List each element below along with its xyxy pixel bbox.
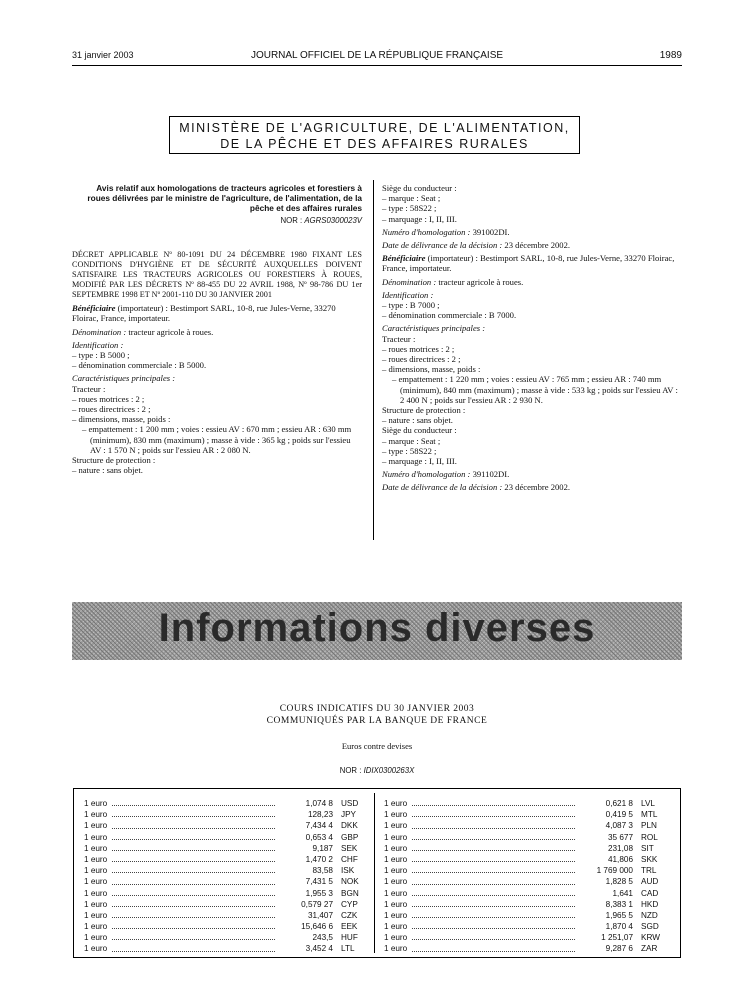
identification-label: Identification :	[72, 339, 124, 350]
rate-label: 1 euro	[84, 922, 108, 932]
rate-row	[384, 888, 669, 899]
homologation-number-1: 391002DI.	[470, 226, 510, 237]
rate-currency: NOK	[341, 877, 359, 887]
rate-row	[384, 876, 669, 887]
rate-value: 8,383 1	[605, 899, 633, 909]
rate-label: 1 euro	[384, 832, 408, 842]
rate-leader	[412, 876, 575, 884]
rate-row	[384, 798, 669, 809]
rate-currency: KRW	[641, 933, 660, 943]
rate-value: 1 769 000	[596, 866, 633, 876]
rate-leader	[112, 888, 275, 896]
tracteur-label: Tracteur :	[72, 383, 106, 394]
nature: – nature : sans objet.	[72, 465, 143, 476]
rate-currency: JPY	[341, 810, 357, 820]
page-number: 1989	[659, 50, 682, 61]
marque-1: – marque : Seat ;	[382, 193, 441, 204]
rate-leader	[112, 865, 275, 873]
rate-value: 0,579 27	[301, 899, 333, 909]
rate-currency: CAD	[641, 888, 659, 898]
denomination-label-2: Dénomination :	[382, 276, 437, 287]
rate-label: 1 euro	[84, 944, 108, 954]
rate-leader	[412, 943, 575, 951]
rate-leader	[412, 921, 575, 929]
rate-row	[384, 843, 669, 854]
rate-label: 1 euro	[384, 877, 408, 887]
rate-leader	[412, 910, 575, 918]
rate-label: 1 euro	[384, 810, 408, 820]
exchange-rate-table	[73, 788, 681, 958]
rate-currency: HUF	[341, 933, 358, 943]
denomination	[72, 327, 362, 337]
cours-line-1: COURS INDICATIFS DU 30 JANVIER 2003	[279, 704, 475, 714]
identification-label-2: Identification :	[382, 289, 434, 300]
rate-row	[84, 910, 369, 921]
rate-label: 1 euro	[384, 821, 408, 831]
denomination-commerciale-2: – dénomination commerciale : B 7000.	[382, 310, 517, 321]
rate-currency: ISK	[341, 866, 355, 876]
rate-leader	[112, 932, 275, 940]
rate-row	[384, 899, 669, 910]
caracteristiques-label: Caractéristiques principales :	[72, 373, 176, 384]
date-label-1: Date de délivrance de la décision :	[382, 240, 503, 251]
homologation-label-1: Numéro d'homologation :	[382, 226, 471, 237]
rate-leader	[112, 820, 275, 828]
decret-heading: DÉCRET APPLICABLE Nº 80-1091 DU 24 DÉCEMBRE 1980 FIXANT LES CONDITIONS D'HYGIÈNE ET DE SÉCURITÉ AUXQUELLES DOIVENT SATISFAIRE LES TRACTEURS AGRICOLES OU FORESTIERS À ROUES, MODIFIÉ PAR LES DÉCRETS Nº 88-455 DU 22 AVRIL 1988, Nº 98-786 DU 1er SEPTEMBRE 1998 ET Nº 2001-110 DU 30 JANVIER 2001	[72, 250, 362, 300]
rate-value: 83,58	[312, 866, 333, 876]
rate-row	[84, 809, 369, 820]
rate-currency: HKD	[641, 899, 659, 909]
rate-label: 1 euro	[84, 910, 108, 920]
rate-label: 1 euro	[384, 899, 408, 909]
rate-currency: BGN	[341, 888, 359, 898]
rate-value: 35 677	[607, 832, 633, 842]
rate-row	[84, 854, 369, 865]
rate-row	[84, 820, 369, 831]
rate-leader	[112, 921, 275, 929]
rate-value: 1 251,07	[601, 933, 633, 943]
empattement-2: – empattement : 1 220 mm ; voies : essieu AV : 765 mm ; essieu AR : 740 mm (minimum), 840 mm (maximum) ; masse à vide : 533 kg ; poids sur l'essieu AV : 2 400 N ; poids sur l'essieu AR : 2 930 N.	[392, 374, 678, 405]
rate-row	[84, 832, 369, 843]
date-value-2: 23 décembre 2002.	[502, 482, 571, 493]
denomination-commerciale: – dénomination commerciale : B 5000.	[72, 360, 207, 371]
date-label-2: Date de délivrance de la décision :	[382, 482, 503, 493]
roues-motrices-2: – roues motrices : 2 ;	[382, 343, 455, 354]
banner-title: Informations diverses	[158, 606, 596, 650]
marquage-1: – marquage : I, II, III.	[382, 213, 457, 224]
date-delivrance-2	[382, 482, 682, 492]
rate-row	[84, 943, 369, 954]
rate-row	[384, 865, 669, 876]
ministry-line-2: DE LA PÊCHE ET DES AFFAIRES RURALES	[220, 137, 529, 151]
rate-row	[384, 921, 669, 932]
rate-currency: NZD	[641, 910, 658, 920]
homologation-label-2: Numéro d'homologation :	[382, 469, 471, 480]
rate-label: 1 euro	[384, 888, 408, 898]
nature-2: – nature : sans objet.	[382, 415, 453, 426]
rate-value: 9,287 6	[605, 944, 633, 954]
section-banner	[72, 602, 682, 660]
cours-subtitle: Euros contre devises	[341, 741, 413, 751]
rate-row	[84, 876, 369, 887]
cours-line-2: COMMUNIQUÉS PAR LA BANQUE DE FRANCE	[266, 716, 488, 726]
rate-leader	[112, 809, 275, 817]
rate-row	[84, 865, 369, 876]
rate-currency: CZK	[341, 910, 358, 920]
rate-value: 243,5	[312, 933, 333, 943]
rate-leader	[112, 943, 275, 951]
rate-value: 1,965 5	[605, 910, 633, 920]
journal-title: JOURNAL OFFICIEL DE LA RÉPUBLIQUE FRANÇAISE	[250, 50, 504, 61]
beneficiaire-text: (importateur) : Bestimport SARL, 10-8, rue Jules-Verne, 33270 Floirac, France, importateur.	[72, 303, 336, 324]
rate-currency: CYP	[341, 899, 358, 909]
beneficiaire-label-2: Bénéficiaire	[382, 253, 426, 264]
rate-leader	[412, 899, 575, 907]
rate-label: 1 euro	[84, 832, 108, 842]
rate-currency: AUD	[641, 877, 659, 887]
rate-leader	[412, 820, 575, 828]
rates-column-left	[84, 798, 369, 955]
beneficiaire	[72, 303, 362, 323]
rate-label: 1 euro	[84, 866, 108, 876]
rate-label: 1 euro	[84, 843, 108, 853]
rate-value: 1,074 8	[305, 799, 333, 808]
rate-label: 1 euro	[384, 944, 408, 954]
rate-value: 4,087 3	[605, 821, 633, 831]
siege-label-1: Siège du conducteur :	[382, 183, 457, 193]
rate-label: 1 euro	[84, 933, 108, 943]
rate-leader	[412, 865, 575, 873]
rates-column-right	[384, 798, 669, 955]
rate-currency: USD	[341, 799, 359, 808]
denomination-text: tracteur agricole à roues.	[126, 326, 214, 337]
rate-value: 15,646 6	[301, 922, 333, 932]
rate-currency: EEK	[341, 922, 358, 932]
rate-row	[384, 832, 669, 843]
rate-label: 1 euro	[384, 933, 408, 943]
left-column	[72, 183, 362, 475]
homologation-1	[382, 227, 682, 237]
rate-currency: GBP	[341, 832, 359, 842]
rate-value: 9,187	[312, 843, 333, 853]
rate-leader	[112, 832, 275, 840]
rate-value: 1,470 2	[305, 854, 333, 864]
rate-currency: LTL	[341, 944, 355, 954]
rate-row	[384, 932, 669, 943]
rate-label: 1 euro	[384, 843, 408, 853]
rate-value: 0,621 8	[605, 799, 633, 808]
rate-label: 1 euro	[84, 899, 108, 909]
rate-label: 1 euro	[84, 877, 108, 887]
rate-row	[84, 932, 369, 943]
structure-label-2: Structure de protection :	[382, 405, 466, 416]
rate-currency: SGD	[641, 922, 659, 932]
rate-row	[84, 798, 369, 809]
type-1: – type : 58S22 ;	[382, 203, 437, 214]
rate-row	[384, 809, 669, 820]
rate-value: 1,828 5	[605, 877, 633, 887]
rate-leader	[412, 843, 575, 851]
cours-heading	[72, 703, 682, 727]
rate-label: 1 euro	[84, 810, 108, 820]
denomination-label: Dénomination :	[72, 326, 127, 337]
rate-row	[384, 943, 669, 954]
beneficiaire-label: Bénéficiaire	[72, 303, 116, 314]
rate-currency: LVL	[641, 799, 655, 808]
dimensions-label: – dimensions, masse, poids :	[72, 414, 171, 425]
header-rule	[72, 65, 682, 66]
rate-value: 0,419 5	[605, 810, 633, 820]
rate-currency: MTL	[641, 810, 658, 820]
type: – type : B 5000 ;	[72, 350, 130, 361]
rate-value: 1,955 3	[305, 888, 333, 898]
rate-value: 41,806	[607, 854, 633, 864]
dimensions-label-2: – dimensions, masse, poids :	[382, 364, 481, 375]
rate-leader	[112, 876, 275, 884]
rate-label: 1 euro	[384, 866, 408, 876]
rate-leader	[112, 899, 275, 907]
rates-column-divider	[374, 793, 375, 953]
tracteur-label-2: Tracteur :	[382, 333, 416, 344]
caracteristiques-label-2: Caractéristiques principales :	[382, 323, 486, 334]
rate-label: 1 euro	[384, 854, 408, 864]
rate-label: 1 euro	[84, 888, 108, 898]
rate-label: 1 euro	[84, 854, 108, 864]
rate-leader	[112, 854, 275, 862]
rate-leader	[112, 798, 275, 806]
structure-label: Structure de protection :	[72, 455, 156, 466]
homologation-number-2: 391102DI.	[470, 469, 510, 480]
rate-row	[384, 854, 669, 865]
rate-currency: ROL	[641, 832, 658, 842]
type-3: – type : 58S22 ;	[382, 445, 437, 456]
type-2: – type : B 7000 ;	[382, 300, 440, 311]
cours-nor-code: IDIX0300263X	[363, 766, 415, 775]
beneficiaire-text-2: (importateur) : Bestimport SARL, 10-8, rue Jules-Verne, 33270 Floirac, France, importateur.	[382, 253, 675, 274]
rate-label: 1 euro	[84, 799, 108, 808]
rate-leader	[412, 809, 575, 817]
roues-motrices: – roues motrices : 2 ;	[72, 393, 145, 404]
right-column	[382, 183, 682, 493]
rate-value: 1,641	[612, 888, 633, 898]
rate-value: 7,431 5	[305, 877, 333, 887]
marquage-2: – marquage : I, II, III.	[382, 456, 457, 467]
rate-currency: SKK	[641, 854, 658, 864]
roues-directrices-2: – roues directrices : 2 ;	[382, 354, 461, 365]
denomination-2	[382, 277, 682, 287]
rate-value: 31,407	[307, 910, 333, 920]
roues-directrices: – roues directrices : 2 ;	[72, 404, 151, 415]
nor-label: NOR :	[280, 216, 303, 225]
nor-code: AGRS0300023V	[304, 216, 362, 225]
rate-currency: PLN	[641, 821, 657, 831]
column-divider	[373, 180, 374, 540]
avis-nor	[72, 216, 362, 226]
ministry-line-1: MINISTÈRE DE L'AGRICULTURE, DE L'ALIMENTATION,	[179, 121, 570, 135]
date-delivrance-1	[382, 240, 682, 250]
rate-currency: SEK	[341, 843, 358, 853]
date-value-1: 23 décembre 2002.	[502, 240, 571, 251]
denomination-text-2: tracteur agricole à roues.	[436, 276, 524, 287]
rate-value: 0,653 4	[305, 832, 333, 842]
avis-title: Avis relatif aux homologations de tracteurs agricoles et forestiers à roues délivrées par le ministre de l'agriculture, de l'alimentation, de la pêche et des affaires rurales	[87, 183, 362, 213]
ministry-box	[169, 116, 580, 154]
rate-leader	[412, 932, 575, 940]
rate-row	[84, 888, 369, 899]
rate-value: 7,434 4	[305, 821, 333, 831]
homologation-2	[382, 469, 682, 479]
rate-leader	[412, 832, 575, 840]
rate-label: 1 euro	[384, 910, 408, 920]
siege-label-2: Siège du conducteur :	[382, 425, 457, 436]
rate-value: 231,08	[607, 843, 633, 853]
rate-currency: TRL	[641, 866, 657, 876]
rate-leader	[412, 798, 575, 806]
rate-row	[84, 843, 369, 854]
beneficiaire-2	[382, 253, 682, 273]
rate-currency: ZAR	[641, 944, 658, 954]
rate-row	[384, 820, 669, 831]
cours-nor-label: NOR :	[339, 766, 362, 775]
rate-leader	[412, 888, 575, 896]
rate-label: 1 euro	[384, 922, 408, 932]
rate-value: 128,23	[307, 810, 333, 820]
rate-leader	[412, 854, 575, 862]
rate-row	[84, 899, 369, 910]
rate-leader	[112, 843, 275, 851]
page-header	[72, 50, 682, 64]
marque-2: – marque : Seat ;	[382, 435, 441, 446]
rate-currency: SIT	[641, 843, 654, 853]
rate-row	[384, 910, 669, 921]
rate-value: 3,452 4	[305, 944, 333, 954]
rate-label: 1 euro	[84, 821, 108, 831]
rate-value: 1,870 4	[605, 922, 633, 932]
rate-row	[84, 921, 369, 932]
rate-currency: CHF	[341, 854, 358, 864]
rate-currency: DKK	[341, 821, 358, 831]
rate-label: 1 euro	[384, 799, 408, 808]
empattement: – empattement : 1 200 mm ; voies : essieu AV : 670 mm ; essieu AR : 630 mm (minimum), 830 mm (maximum) ; masse à vide : 365 kg ; poids sur l'essieu AV : 1 570 N ; poids sur l'essieu AR : 2 080 N.	[82, 424, 352, 455]
rate-leader	[112, 910, 275, 918]
header-date: 31 janvier 2003	[72, 50, 134, 60]
cours-nor	[72, 766, 682, 775]
